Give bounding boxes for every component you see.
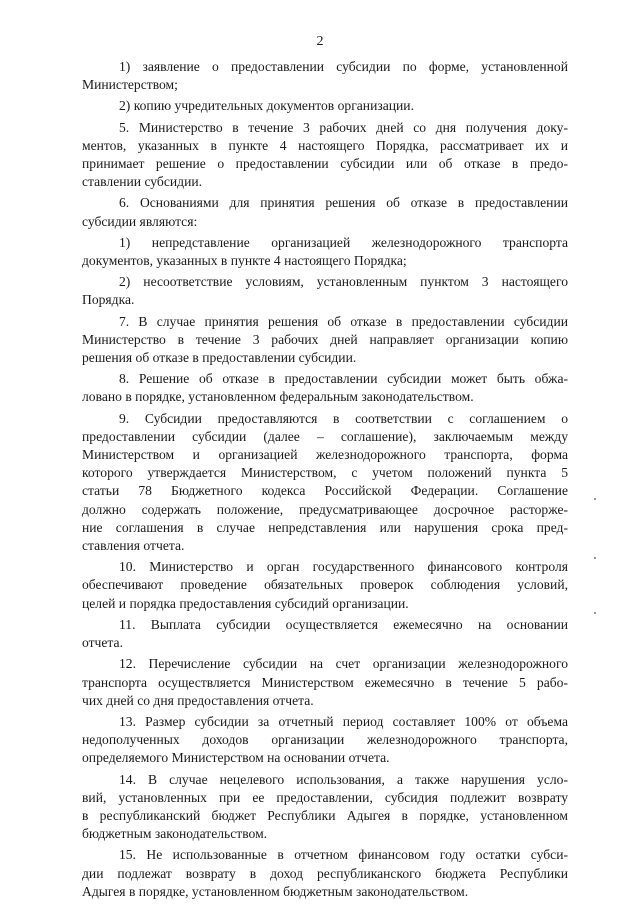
paragraph <box>82 655 568 710</box>
text-line: ставлении субсидии. <box>82 174 203 190</box>
paragraph <box>82 58 568 94</box>
text-line: 1) непредставление организацией железнодорожного транспорта <box>119 234 568 250</box>
text-line: 5. Министерство в течение 3 рабочих дней со дня получения доку- <box>119 119 568 135</box>
text-line: недополученных доходов организации железнодорожного транспорта, <box>82 732 568 748</box>
text-line: вий, установленных при ее предоставлении, субсидия подлежит возврату <box>82 789 568 805</box>
text-line: ловано в порядке, установленном федеральным законодательством. <box>82 389 474 405</box>
text-line: 11. Выплата субсидии осуществляется ежемесячно на основании <box>119 616 568 632</box>
paragraph <box>82 713 568 768</box>
paragraph <box>82 410 568 556</box>
text-line: Министерство в течение 3 рабочих дней направляет организации копию <box>82 331 568 347</box>
paragraph <box>82 97 568 115</box>
text-line: 9. Субсидии предоставляются в соответствии с соглашением о <box>119 410 568 426</box>
text-line: чих дней со дня предоставления отчета. <box>82 692 314 708</box>
paragraph <box>82 558 568 613</box>
text-line: статьи 78 Бюджетного кодекса Российской Федерации. Соглашение <box>82 483 568 499</box>
paragraph <box>82 119 568 192</box>
text-line: решения об отказе в предоставлении субсидии. <box>82 350 357 366</box>
text-line: ставления отчета. <box>82 538 185 554</box>
text-line: должно содержать положение, предусматривающее досрочное расторже- <box>82 501 568 517</box>
paragraph <box>82 771 568 844</box>
paragraph <box>82 194 568 230</box>
text-line: 2) копию учредительных документов организации. <box>119 98 414 114</box>
text-line: Порядка. <box>82 292 135 308</box>
text-line: 13. Размер субсидии за отчетный период составляет 100% от объема <box>119 713 568 729</box>
text-line: Адыгея в порядке, установленном бюджетным законодательством. <box>82 883 469 899</box>
text-line: 14. В случае нецелевого использования, а также нарушения усло- <box>119 771 568 787</box>
text-line: 2) несоответствие условиям, установленным пунктом 3 настоящего <box>119 274 568 290</box>
text-line: ние соглашения в случае непредставления или нарушения срока пред- <box>82 519 568 535</box>
page-number: 2 <box>316 34 324 49</box>
text-line: бюджетным законодательством. <box>82 826 268 842</box>
paragraph <box>82 846 568 901</box>
document-body <box>82 58 568 901</box>
text-line: целей и порядка предоставления субсидий организации. <box>82 595 409 611</box>
text-line: предоставлении субсидии (далее – соглашение), заключаемым между <box>82 428 568 444</box>
text-line: определяемого Министерством на основании отчета. <box>82 750 390 766</box>
paragraph <box>82 234 568 270</box>
text-line: ментов, указанных в пункте 4 настоящего Порядка, рассматривает их и <box>82 137 568 153</box>
paragraph <box>82 313 568 368</box>
text-line: 10. Министерство и орган государственного финансового контроля <box>119 559 568 575</box>
text-line: Министерством; <box>82 77 178 93</box>
paragraph <box>82 616 568 652</box>
text-line: документов, указанных в пункте 4 настоящего Порядка; <box>82 253 407 269</box>
text-line: которого утверждается Министерством, с учетом положений пункта 5 <box>82 465 568 481</box>
text-line: обеспечивают проведение обязательных проверок соблюдения условий, <box>82 577 568 593</box>
text-line: 6. Основаниями для принятия решения об отказе в предоставлении <box>119 195 568 211</box>
paragraph <box>82 273 568 309</box>
scan-speck <box>594 557 596 559</box>
text-line: 1) заявление о предоставлении субсидии по форме, установленной <box>119 59 568 74</box>
paragraph <box>82 370 568 406</box>
scan-speck <box>594 612 596 614</box>
text-line: в республиканский бюджет Республики Адыгея в порядке, установленном <box>82 807 568 823</box>
text-line: Министерством и организацией железнодорожного транспорта, форма <box>82 447 568 463</box>
text-line: 8. Решение об отказе в предоставлении субсидии может быть обжа- <box>119 371 568 387</box>
text-line: субсидии являются: <box>82 213 198 229</box>
text-line: отчета. <box>82 635 123 651</box>
text-line: дии подлежат возврату в доход республиканского бюджета Республики <box>82 865 568 881</box>
text-line: транспорта осуществляется Министерством ежемесячно в течение 5 рабо- <box>82 674 568 690</box>
scan-speck <box>594 498 596 500</box>
text-line: 15. Не использованные в отчетном финансовом году остатки субси- <box>119 847 568 863</box>
text-line: принимает решение о предоставлении субсидии или об отказе в предо- <box>82 156 568 172</box>
text-line: 12. Перечисление субсидии на счет организации железнодорожного <box>119 656 568 672</box>
text-line: 7. В случае принятия решения об отказе в предоставлении субсидии <box>119 313 568 329</box>
